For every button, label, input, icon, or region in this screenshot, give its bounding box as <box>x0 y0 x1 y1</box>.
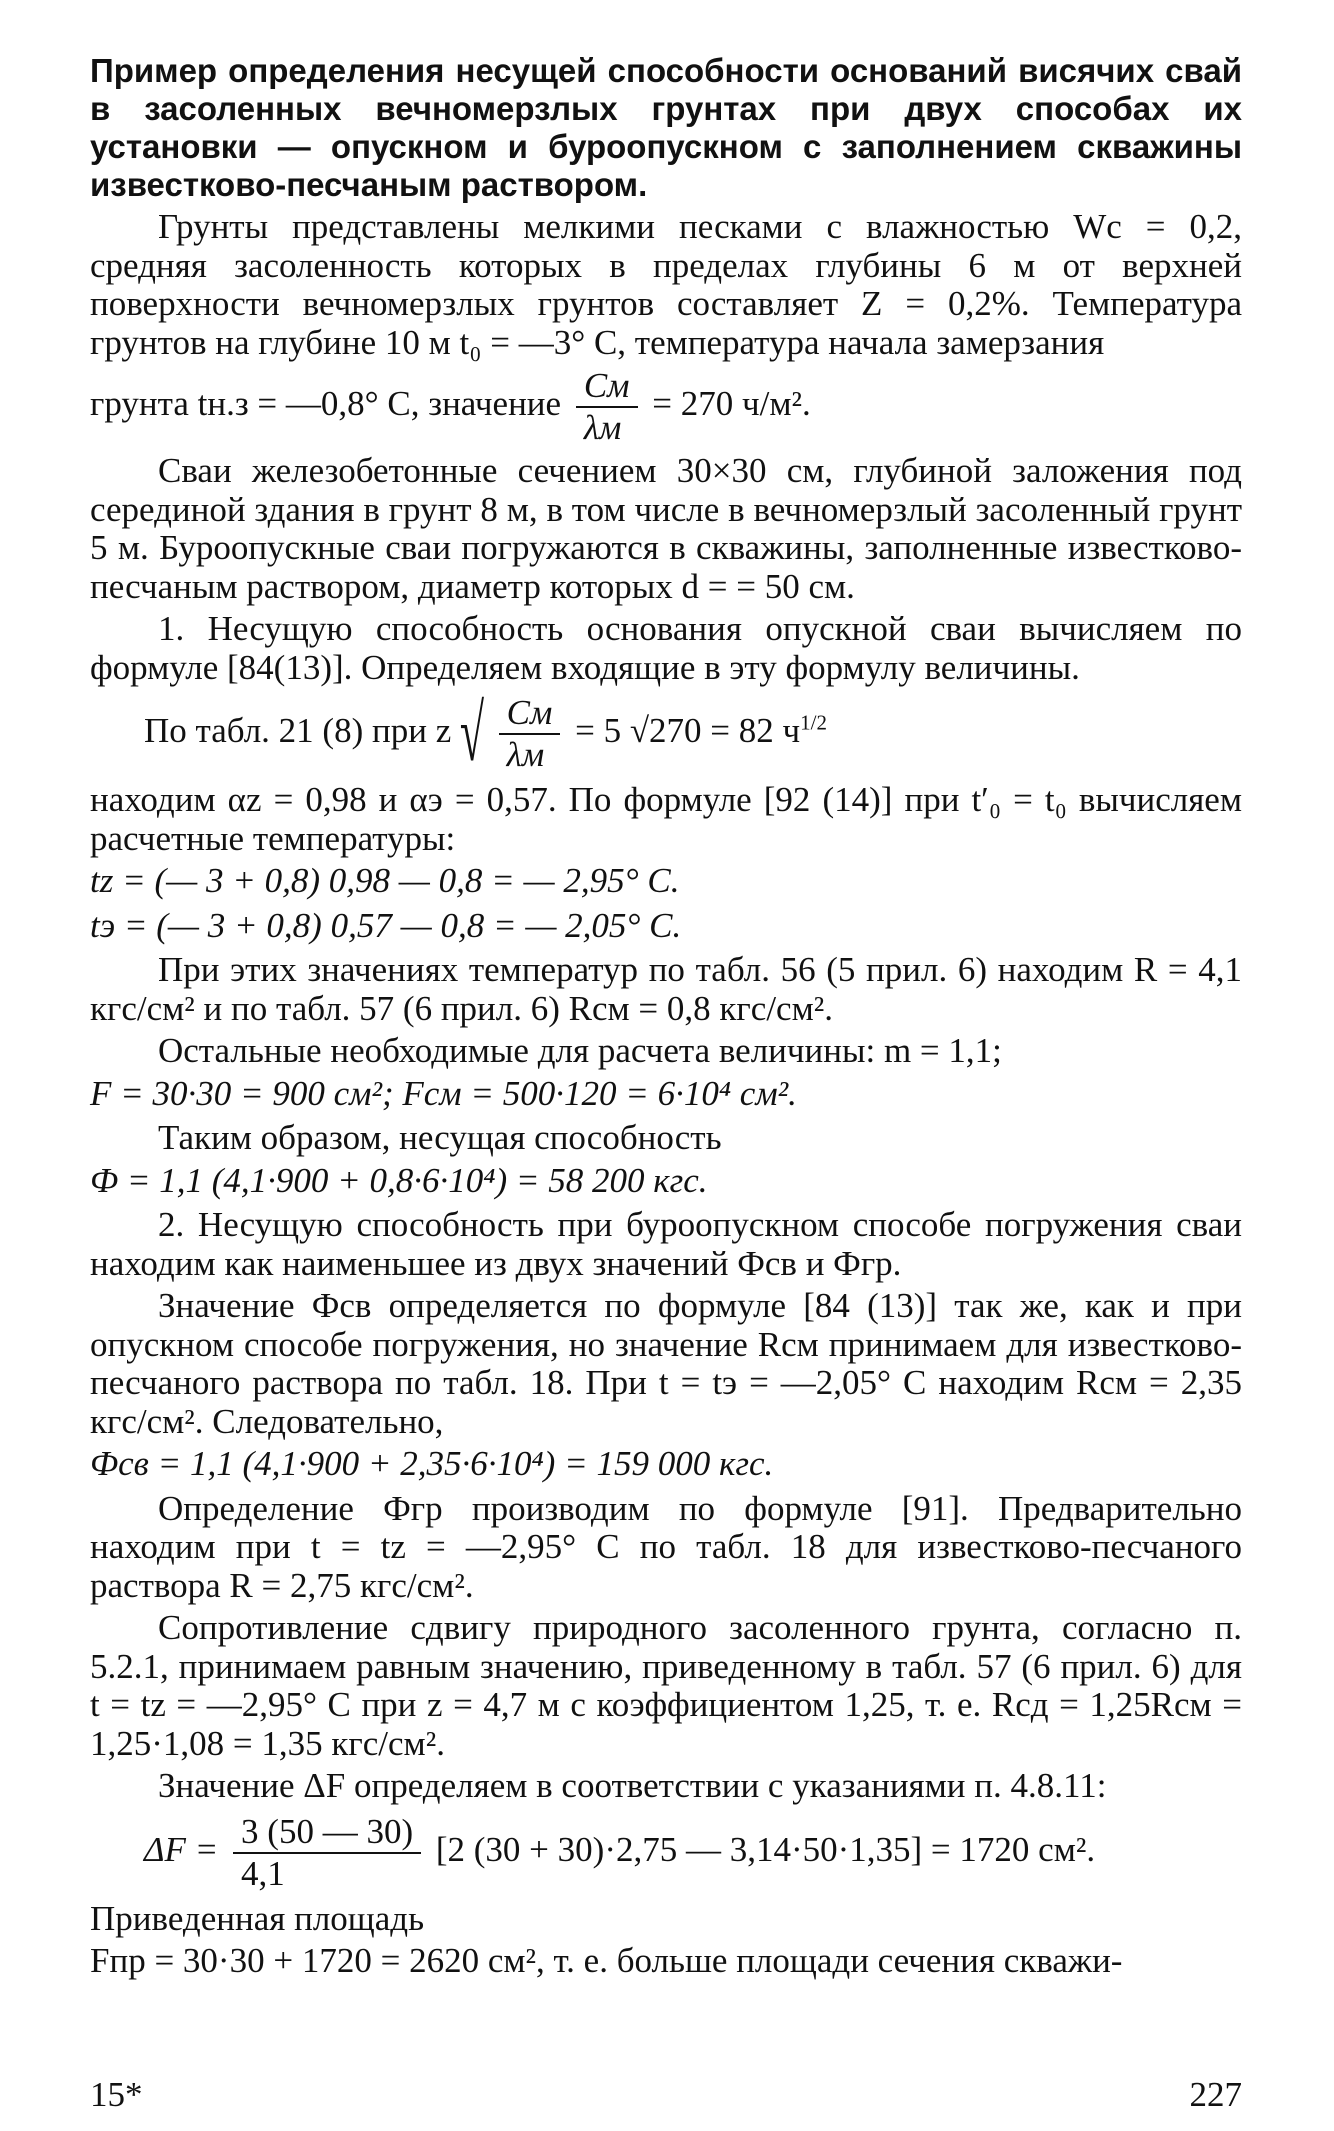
page-number: 227 <box>1189 2075 1242 2114</box>
signature-mark: 15* <box>90 2075 143 2114</box>
equation-f-pr: Fпр = 30·30 + 1720 = 2620 см², т. е. больше площади сечения скважи- <box>90 1941 1123 1980</box>
radical-sign: √ <box>459 690 485 778</box>
page-footer <box>90 2076 1242 2115</box>
equation-phi: Ф = 1,1 (4,1·900 + 0,8·6·10⁴) = 58 200 кгс. <box>90 1160 708 1200</box>
paragraph-freezing-temperature <box>90 366 1242 448</box>
table-lookup-formula <box>144 690 1242 778</box>
section-heading: Пример определения несущей способности оснований висячих свай в засоленных вечномерзлых грунтах при двух способах их установки — опускном и буроопускном с заполнением скважины известково-песчаным раствором. <box>90 52 1242 203</box>
exponent: 1/2 <box>800 710 827 735</box>
paragraph-other-values: Остальные необходимые для расчета величины: m = 1,1; <box>158 1031 1002 1070</box>
text-fragment: = 5 √270 = 82 ч <box>575 711 801 751</box>
paragraph-piles: Сваи железобетонные сечением 30×30 см, глубиной заложения под серединой здания в грунт 8 м, в том числе в вечномерзлый засоленный грунт 5 м. Буроопускные сваи погружаются в скважины, заполненные известково-песчаным раствором, диаметр которых d = = 50 см. <box>90 451 1242 606</box>
text-fragment: [2 (30 + 30)·2,75 — 3,14·50·1,35] = 1720 см². <box>435 1829 1096 1869</box>
equation-tz: tz = (— 3 + 0,8) 0,98 — 0,8 = — 2,95° С. <box>90 861 680 900</box>
equation-delta-f <box>144 1812 1242 1894</box>
paragraph-soil-conditions: Грунты представлены мелкими песками с влажностью Wc = 0,2, средняя засоленность которых в пределах глубины 6 м от верхней поверхности вечномерзлых грунтов составляет Z = 0,2%. Температура грунтов на глубине 10 м t₀ = —3° С, температура начала замерзания <box>90 207 1242 362</box>
fraction-denominator: λм <box>506 735 545 774</box>
paragraph-reduced-area: Приведенная площадь <box>90 1898 425 1938</box>
text-fragment: ΔF = <box>144 1829 219 1869</box>
fraction-denominator: 4,1 <box>241 1853 285 1893</box>
fraction-delta-f <box>233 1812 421 1894</box>
text-fragment: По табл. 21 (8) при z <box>144 711 452 751</box>
fraction-denominator: λм <box>583 408 622 447</box>
fraction-cm-lambda-root <box>499 693 561 775</box>
paragraph-step-1: 1. Несущую способность основания опускной сваи вычисляем по формуле [84(13)]. Определяем входящие в эту формулу величины. <box>90 609 1242 687</box>
paragraph-phi-gr: Определение Фгр производим по формуле [91]. Предварительно находим при t = tz = —2,95° С по табл. 18 для известково-песчаного раствора R = 2,75 кгс/см². <box>90 1488 1242 1605</box>
equation-areas: F = 30·30 = 900 см²; Fсм = 500·120 = 6·10⁴ см². <box>90 1073 797 1113</box>
paragraph-table-values: При этих значениях температур по табл. 56 (5 прил. 6) находим R = 4,1 кгс/см² и по табл. 57 (6 прил. 6) Rсм = 0,8 кгс/см². <box>90 950 1242 1028</box>
fraction-numerator: Cм <box>576 366 638 408</box>
fraction-numerator: Cм <box>499 693 561 735</box>
equation-te: tэ = (— 3 + 0,8) 0,57 — 0,8 = — 2,05° С. <box>90 905 682 945</box>
paragraph-coefficients: находим αz = 0,98 и αэ = 0,57. По формуле [92 (14)] при t′₀ = t₀ вычисляем расчетные температуры: <box>90 780 1242 858</box>
paragraph-step-2: 2. Несущую способность при буроопускном способе погружения сваи находим как наименьшее из двух значений Фсв и Фгр. <box>90 1205 1242 1283</box>
paragraph-bearing-capacity: Таким образом, несущая способность <box>158 1118 722 1157</box>
text-fragment: = 270 ч/м². <box>652 384 811 424</box>
paragraph-phi-sv: Значение Фсв определяется по формуле [84 (13)] так же, как и при опускном способе погружения, но значение Rсм принимаем для известково-песчаного раствора по табл. 18. При t = tэ = —2,05° С находим Rсм = 2,35 кгс/см². Следовательно, <box>90 1286 1242 1441</box>
paragraph-delta-f: Значение ΔF определяем в соответствии с указаниями п. 4.8.11: <box>158 1766 1107 1805</box>
fraction-cm-lambda <box>576 366 638 448</box>
text-fragment: грунта tн.з = —0,8° С, значение <box>90 384 562 424</box>
equation-phi-sv: Фсв = 1,1 (4,1·900 + 2,35·6·10⁴) = 159 000 кгс. <box>90 1444 774 1483</box>
fraction-numerator: 3 (50 — 30) <box>233 1812 421 1854</box>
paragraph-shear-resistance: Сопротивление сдвигу природного засоленного грунта, согласно п. 5.2.1, принимаем равным значению, приведенному в табл. 57 (6 прил. 6) для t = tz = —2,95° С при z = 4,7 м с коэффициентом 1,25, т. е. Rсд = 1,25Rсм = 1,25·1,08 = 1,35 кгс/см². <box>90 1608 1242 1763</box>
